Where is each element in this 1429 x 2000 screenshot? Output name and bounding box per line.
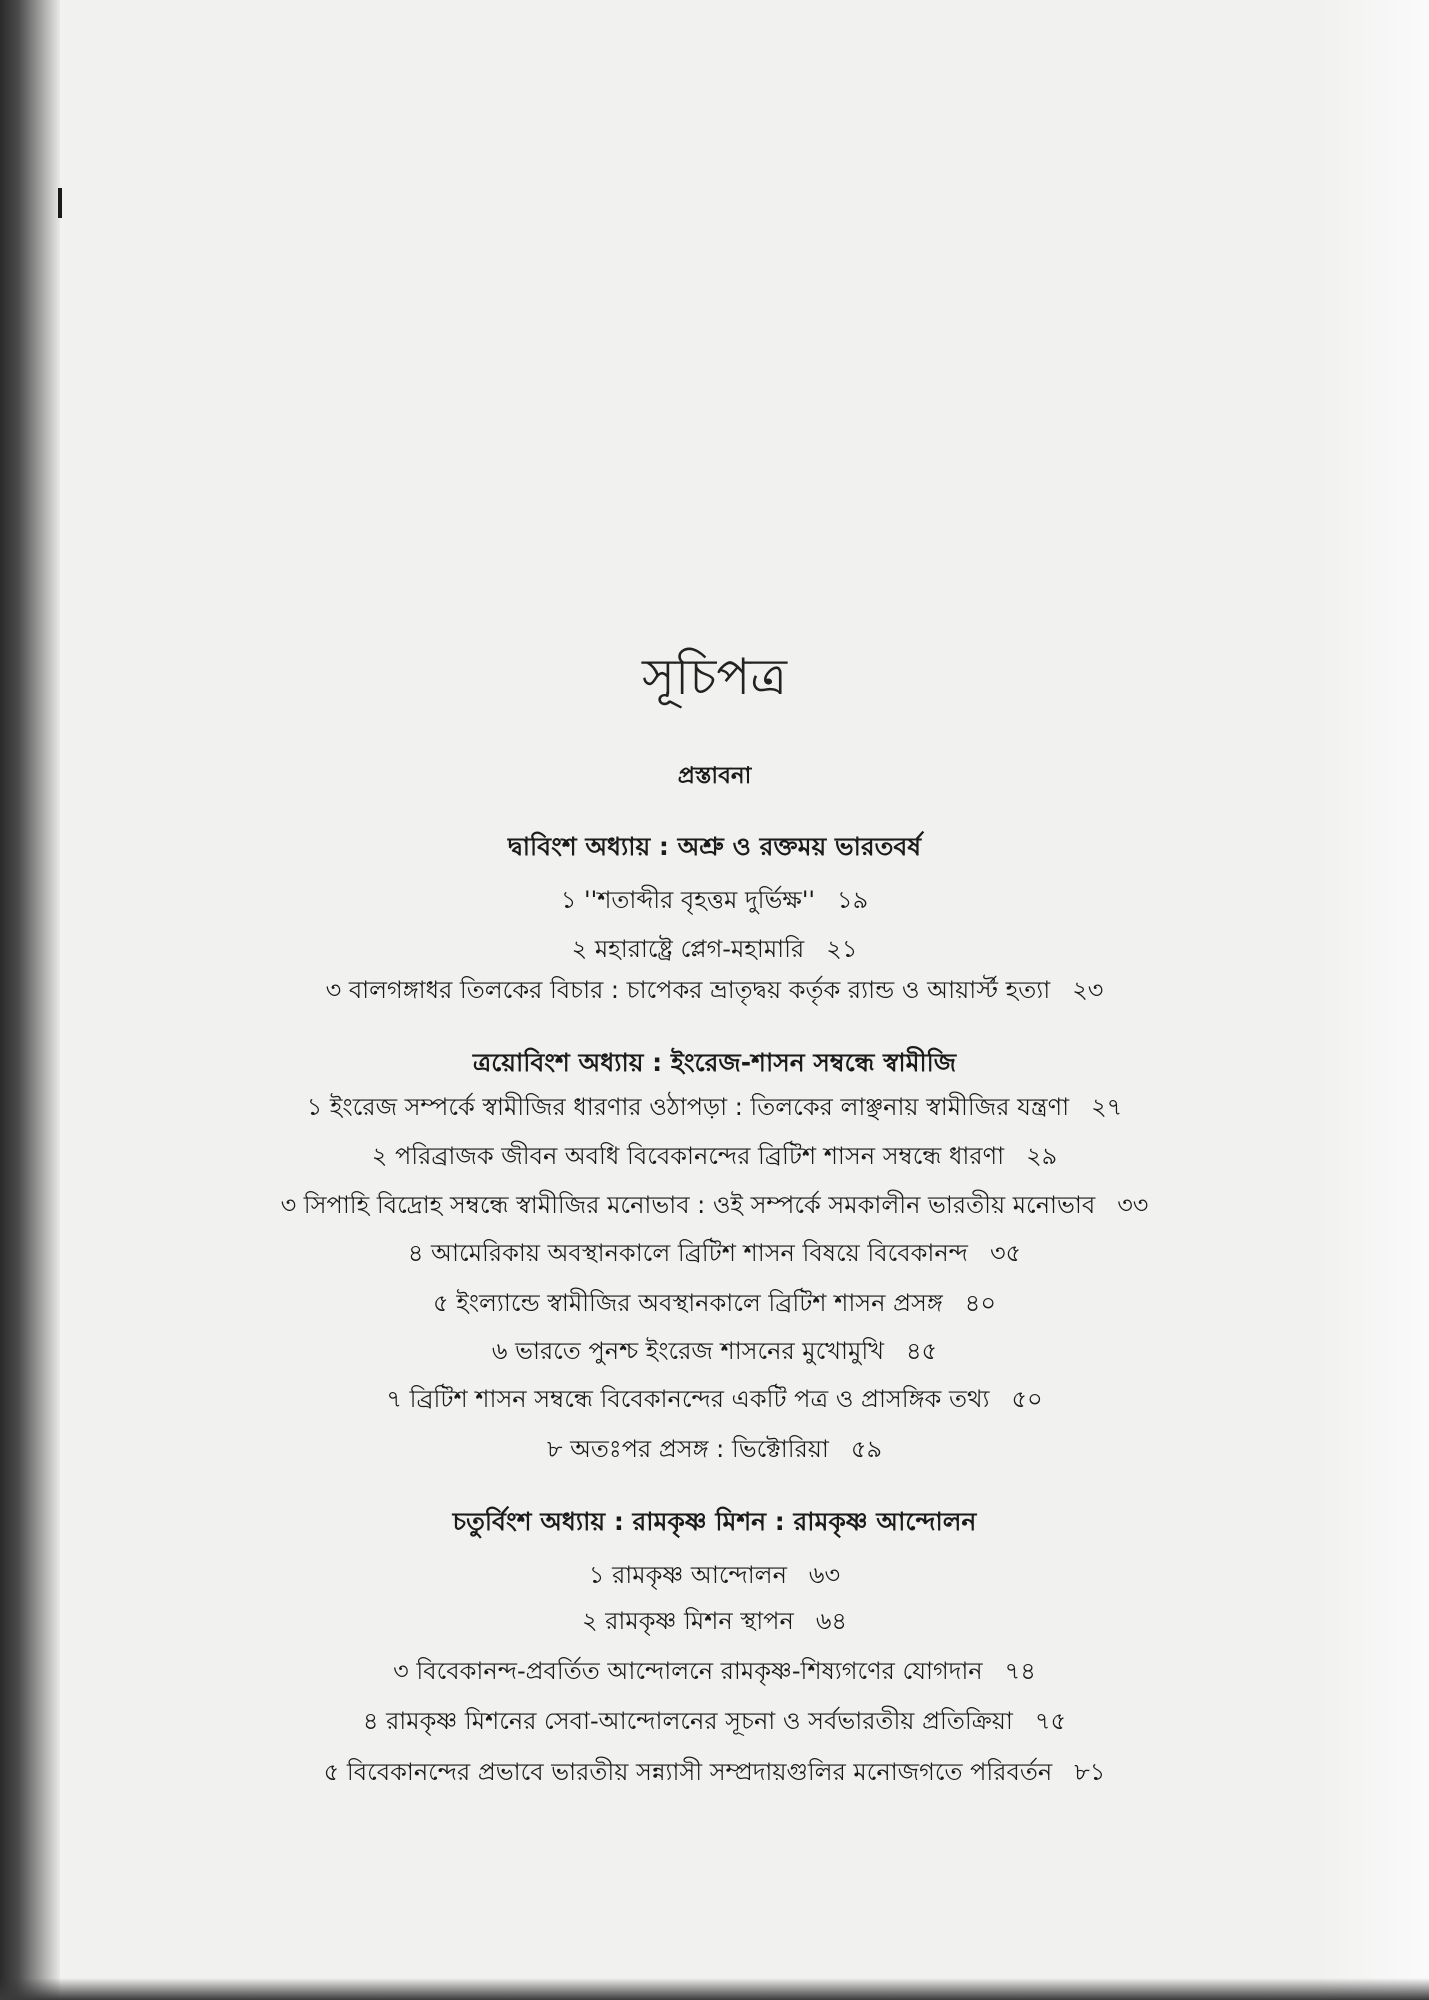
page-edge-mark [58,188,62,218]
toc-entry [0,1381,1429,1421]
toc-entry-text: ২ রামকৃষ্ণ মিশন স্থাপন [582,1607,794,1635]
toc-entry [0,1235,1429,1275]
toc-entry-text: ৫ ইংল্যান্ডে স্বামীজির অবস্থানকালে ব্রিটিশ শাসন প্রসঙ্গ [433,1289,943,1317]
toc-entry-text: ৩ বালগঙ্গাধর তিলকের বিচার : চাপেকর ভ্রাতৃদ্বয় কর্তৃক র‍্যান্ড ও আয়ার্স্ট হত্যা [325,976,1051,1004]
toc-entry-page: ৫০ [1011,1385,1043,1413]
toc-entry-page: ৮১ [1074,1758,1106,1786]
toc-entry [0,1333,1429,1373]
toc-entry-text: ৩ সিপাহি বিদ্রোহ সম্বন্ধে স্বামীজির মনোভাব : ওই সম্পর্কে সমকালীন ভারতীয় মনোভাব [280,1191,1096,1219]
toc-entry-page: ৭৪ [1004,1657,1036,1685]
toc-entry [0,931,1429,971]
toc-entry [0,1431,1429,1471]
toc-entry-text: ৩ বিবেকানন্দ-প্রবর্তিত আন্দোলনে রামকৃষ্ণ-শিষ্যগণের যোগদান [393,1657,983,1685]
toc-entry-text: ২ মহারাষ্ট্রে প্লেগ-মহামারি [571,935,805,963]
toc-entry-page: ২৭ [1091,1093,1123,1121]
toc-entry-text: ৪ রামকৃষ্ণ মিশনের সেবা-আন্দোলনের সূচনা ও সর্বভারতীয় প্রতিক্রিয়া [362,1707,1013,1735]
toc-entry-page: ৬৪ [815,1607,847,1635]
toc-entry-text: ১ রামকৃষ্ণ আন্দোলন [588,1561,787,1589]
toc-entry-page: ৪৫ [905,1337,938,1365]
page-title: সূচিপত্র [642,648,787,706]
toc-entry-page: ২১ [826,935,858,963]
toc-entry [0,1603,1429,1643]
toc-entry-page: ২৩ [1072,976,1104,1004]
toc-entry-page: ৩৩ [1117,1191,1149,1219]
toc-entry-text: ৭ ব্রিটিশ শাসন সম্বন্ধে বিবেকানন্দের একটি পত্র ও প্রাসঙ্গিক তথ্য [386,1385,990,1413]
toc-entry-page: ৭৫ [1034,1707,1067,1735]
toc-entry [0,1653,1429,1693]
toc-entry-page: ১৯ [837,886,869,914]
toc-entry [0,1187,1429,1227]
chapter-heading: ত্রয়োবিংশ অধ্যায় : ইংরেজ-শাসন সম্বন্ধে স্বামীজি [472,1048,957,1077]
preface-heading: প্রস্তাবনা [677,763,752,789]
toc-entry [0,1703,1429,1743]
toc-entry-page: ২৯ [1026,1142,1058,1170]
toc-entry [0,1089,1429,1129]
toc-entry-page: ৬৩ [808,1561,841,1589]
toc-entry [0,882,1429,922]
toc-entry-text: ৪ আমেরিকায় অবস্থানকালে ব্রিটিশ শাসন বিষয়ে বিবেকানন্দ [407,1239,968,1267]
chapter-heading: চতুর্বিংশ অধ্যায় : রামকৃষ্ণ মিশন : রামকৃষ্ণ আন্দোলন [452,1507,977,1536]
toc-entry-text: ৫ বিবেকানন্দের প্রভাবে ভারতীয় সন্ন্যাসী সম্প্রদায়গুলির মনোজগতে পরিবর্তন [323,1758,1053,1786]
toc-entry-page: ৪০ [964,1289,996,1317]
toc-entry-text: ১ ইংরেজ সম্পর্কে স্বামীজির ধারণার ওঠাপড়া : তিলকের লাঞ্ছনায় স্বামীজির যন্ত্রণা [306,1093,1070,1121]
toc-entry [0,972,1429,1012]
toc-entry-page: ৩৫ [989,1239,1022,1267]
toc-entry [0,1557,1429,1597]
toc-entry-text: ২ পরিব্রাজক জীবন অবধি বিবেকানন্দের ব্রিটিশ শাসন সম্বন্ধে ধারণা [371,1142,1005,1170]
toc-entry-text: ১ ''শতাব্দীর বৃহত্তম দুর্ভিক্ষ'' [560,886,816,914]
toc-entry-text: ৮ অতঃপর প্রসঙ্গ : ভিক্টোরিয়া [546,1435,829,1463]
toc-entry [0,1754,1429,1794]
toc-entry [0,1138,1429,1178]
toc-entry [0,1285,1429,1325]
page-bottom-shadow [0,1978,1429,2000]
chapter-heading: দ্বাবিংশ অধ্যায় : অশ্রু ও রক্তময় ভারতবর্ষ [507,832,922,861]
toc-entry-text: ৬ ভারতে পুনশ্চ ইংরেজ শাসনের মুখোমুখি [491,1337,884,1365]
toc-entry-page: ৫৯ [850,1435,883,1463]
